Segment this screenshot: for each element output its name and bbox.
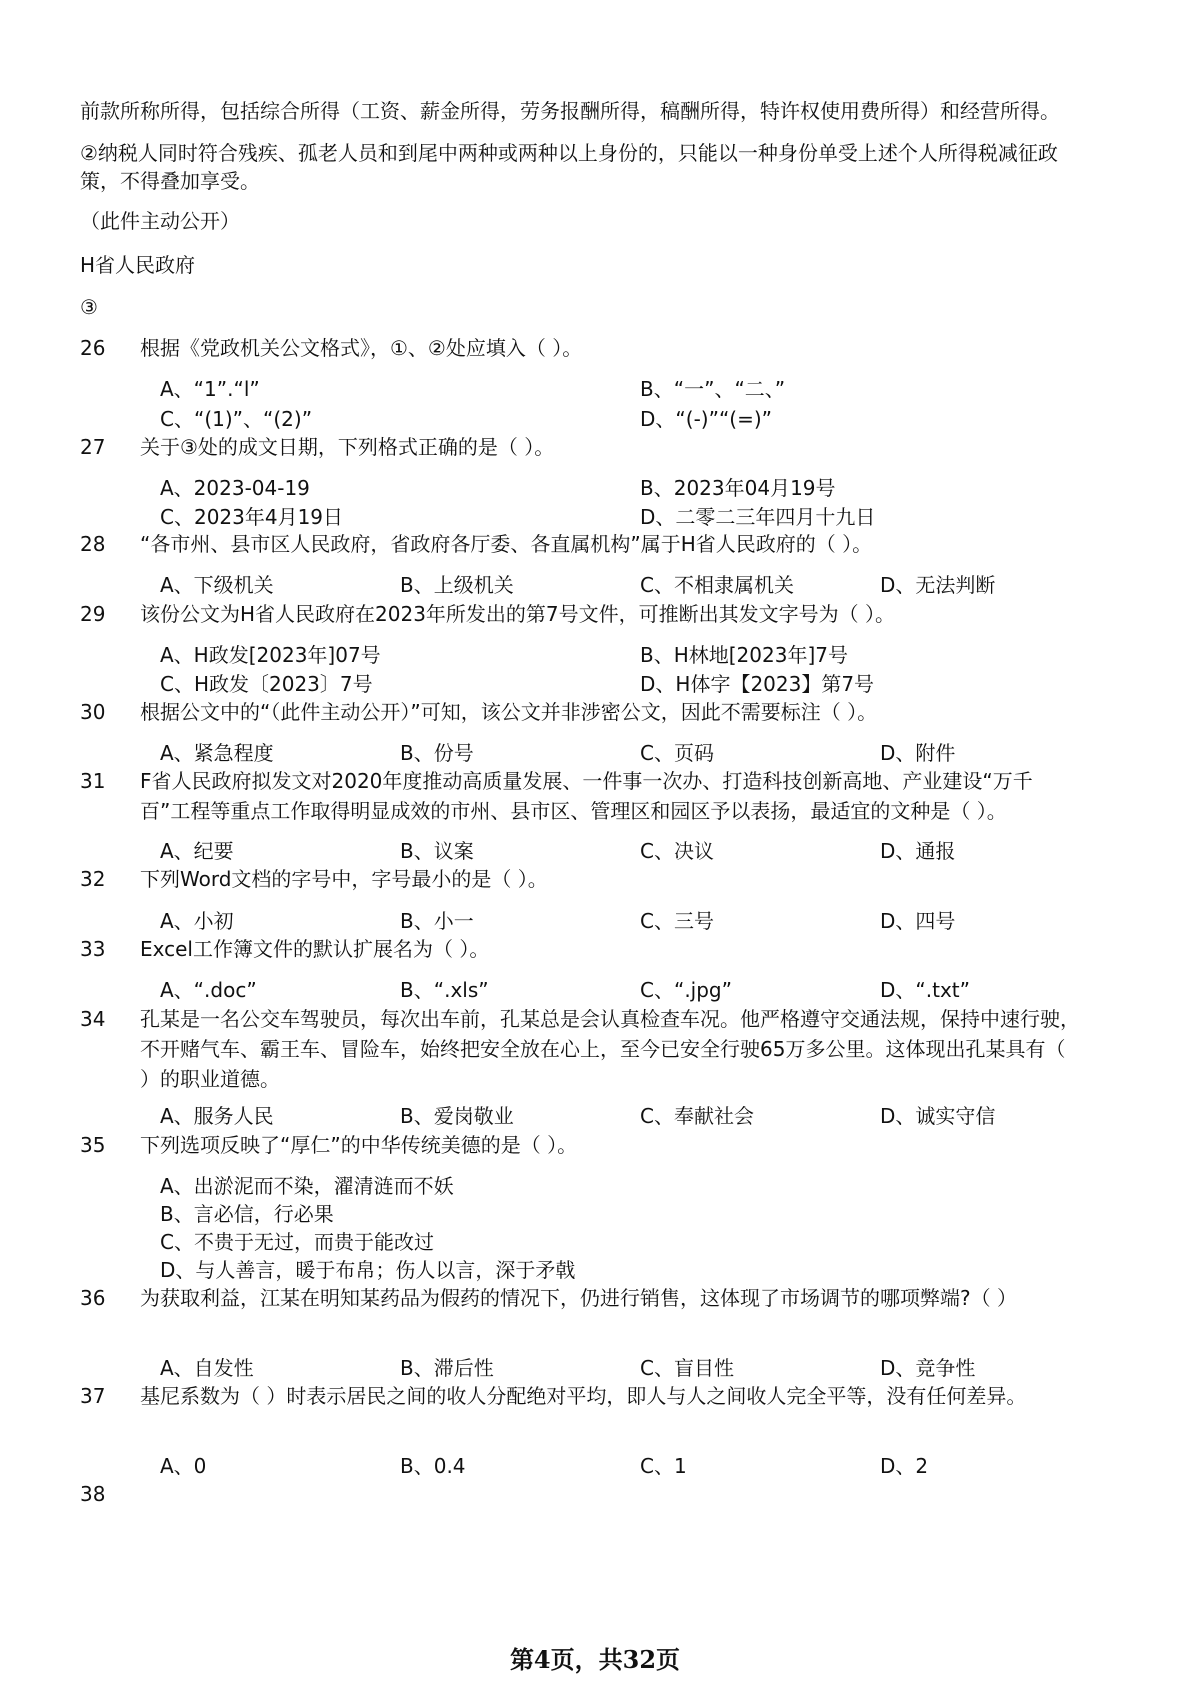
question-number: 33 [80, 937, 106, 961]
option-c: C、奉献社会 [640, 1104, 754, 1128]
question-text: 下列选项反映了“厚仁”的中华传统美德的是（ ）。 [140, 1133, 578, 1157]
option-d: D、“.txt” [880, 978, 970, 1002]
question-text: Excel工作簿文件的默认扩展名为（ ）。 [140, 937, 490, 961]
option-c: C、页码 [640, 741, 714, 765]
option-d: D、附件 [880, 741, 956, 765]
option-a: A、“1”.“l” [160, 377, 260, 401]
option-b: B、“一”、“二、” [640, 377, 786, 401]
option-b: B、H林地[2023年]7号 [640, 643, 848, 667]
option-a: A、小初 [160, 909, 234, 933]
question-text: 为获取利益，江某在明知某药品为假药的情况下，仍进行销售，这体现了市场调节的哪项弊端?（ ） [140, 1286, 1017, 1310]
option-a: A、出淤泥而不染，濯清涟而不妖 [160, 1174, 454, 1198]
option-d: D、H体字【2023】第7号 [640, 672, 875, 696]
option-d: D、二零二三年四月十九日 [640, 505, 876, 529]
question-number: 28 [80, 532, 106, 556]
option-d: D、诚实守信 [880, 1104, 996, 1128]
option-c: C、决议 [640, 839, 714, 863]
question-text: 根据《党政机关公文格式》，①、②处应填入（ ）。 [140, 336, 583, 360]
question-number: 35 [80, 1133, 106, 1157]
option-b: B、2023年04月19号 [640, 476, 836, 500]
intro-line: ②纳税人同时符合残疾、孤老人员和到尾中两种或两种以上身份的，只能以一种身份单受上述个人所得税减征政 [80, 141, 1058, 165]
option-d: D、与人善言，暖于布帛；伤人以言，深于矛戟 [160, 1258, 576, 1282]
option-c: C、“.jpg” [640, 978, 732, 1002]
question-number: 36 [80, 1286, 106, 1310]
option-a: A、紧急程度 [160, 741, 274, 765]
question-text: 该份公文为H省人民政府在2023年所发出的第7号文件，可推断出其发文字号为（ ）。 [140, 602, 896, 626]
option-a: A、纪要 [160, 839, 234, 863]
option-a: A、0 [160, 1454, 207, 1478]
page-footer: 第4页，共32页 [509, 1645, 681, 1674]
option-c: C、三号 [640, 909, 714, 933]
option-c: C、不相隶属机关 [640, 573, 794, 597]
question-number: 34 [80, 1007, 106, 1031]
option-c: C、不贵于无过，而贵于能改过 [160, 1230, 434, 1254]
option-b: B、爱岗敬业 [400, 1104, 514, 1128]
question-text: 关于③处的成文日期，下列格式正确的是（ ）。 [140, 435, 555, 459]
date-placeholder: ③ [80, 295, 98, 319]
option-a: A、2023-04-19 [160, 476, 310, 500]
option-c: C、H政发〔2023〕7号 [160, 672, 373, 696]
question-number: 37 [80, 1384, 106, 1408]
question-number: 29 [80, 602, 106, 626]
question-number: 31 [80, 769, 106, 793]
option-d: D、“(-)”“(=)” [640, 407, 773, 431]
option-b: B、小一 [400, 909, 474, 933]
option-d: D、无法判断 [880, 573, 996, 597]
question-number: 27 [80, 435, 106, 459]
option-b: B、0.4 [400, 1454, 466, 1478]
issuer-name: H省人民政府 [80, 253, 196, 277]
intro-line: 前款所称所得，包括综合所得（工资、薪金所得，劳务报酬所得，稿酬所得，特许权使用费所得）和经营所得。 [80, 99, 1060, 123]
public-notice: （此件主动公开） [80, 209, 240, 233]
question-text: 根据公文中的“（此件主动公开）”可知，该公文并非涉密公文，因此不需要标注（ ）。 [140, 700, 878, 724]
intro-line: 策，不得叠加享受。 [80, 169, 260, 193]
option-a: A、自发性 [160, 1356, 254, 1380]
option-b: B、滞后性 [400, 1356, 494, 1380]
question-number: 32 [80, 867, 106, 891]
question-number: 26 [80, 336, 106, 360]
option-c: C、“(1)”、“(2)” [160, 407, 313, 431]
option-c: C、盲目性 [640, 1356, 734, 1380]
option-b: B、言必信，行必果 [160, 1202, 334, 1226]
option-b: B、“.xls” [400, 978, 489, 1002]
option-a: A、下级机关 [160, 573, 274, 597]
option-b: B、议案 [400, 839, 474, 863]
option-d: D、四号 [880, 909, 956, 933]
question-text: 基尼系数为（ ）时表示居民之间的收人分配绝对平均，即人与人之间收人完全平等，没有任何差异。 [140, 1384, 1027, 1408]
option-d: D、竞争性 [880, 1356, 976, 1380]
option-d: D、通报 [880, 839, 956, 863]
question-text: 下列Word文档的字号中，字号最小的是（ ）。 [140, 867, 548, 891]
question-number: 38 [80, 1482, 106, 1506]
option-b: B、份号 [400, 741, 474, 765]
question-text: “各市州、县市区人民政府，省政府各厅委、各直属机构”属于H省人民政府的（ ）。 [140, 532, 873, 556]
question-text: F省人民政府拟发文对2020年度推动高质量发展、一件事一次办、打造科技创新高地、产业建设“万千百”工程等重点工作取得明显成效的市州、县市区、管理区和园区予以表扬，最适宜的文种是（ ）。 [140, 769, 1033, 823]
option-a: A、“.doc” [160, 978, 257, 1002]
option-c: C、1 [640, 1454, 687, 1478]
question-number: 30 [80, 700, 106, 724]
option-c: C、2023年4月19日 [160, 505, 344, 529]
option-a: A、H政发[2023年]07号 [160, 643, 381, 667]
question-text: 孔某是一名公交车驾驶员，每次出车前，孔某总是会认真检查车况。他严格遵守交通法规，保持中速行驶，不开赌气车、霸王车、冒险车，始终把安全放在心上，至今已安全行驶65万多公里。这体现出孔某具有（ ）的职业道德。 [140, 1007, 1080, 1091]
option-d: D、2 [880, 1454, 929, 1478]
option-b: B、上级机关 [400, 573, 514, 597]
option-a: A、服务人民 [160, 1104, 274, 1128]
